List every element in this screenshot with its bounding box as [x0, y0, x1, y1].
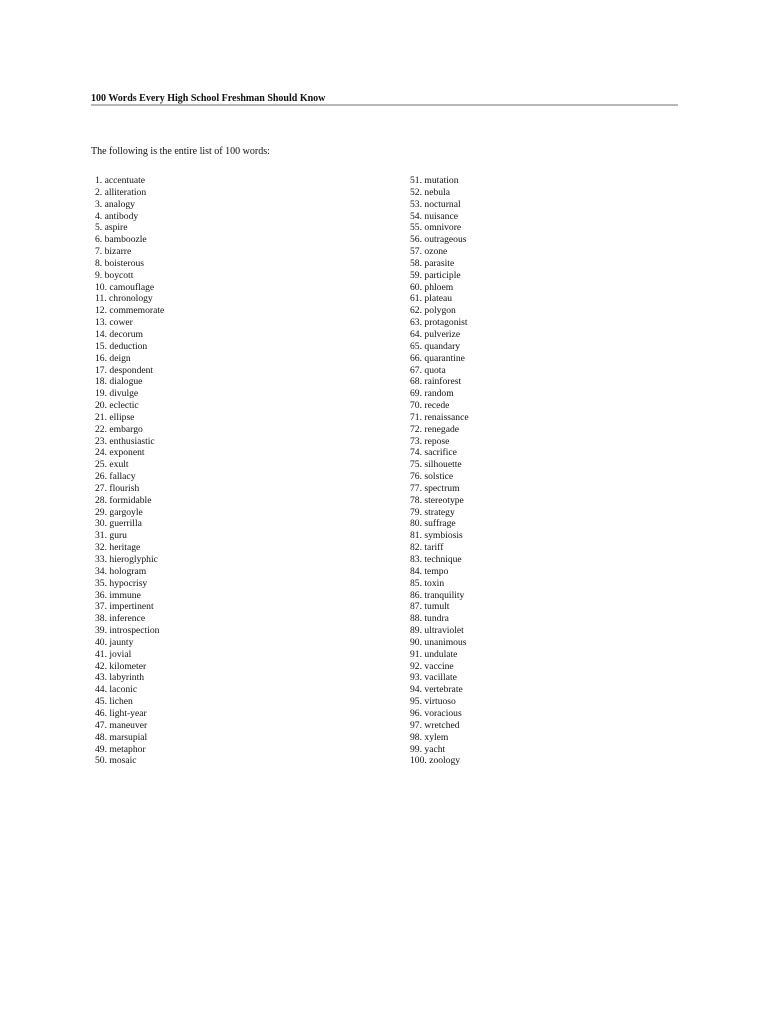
word-list-item: 57. ozone: [410, 246, 448, 258]
word-list-item: 76. solstice: [410, 471, 454, 483]
word-list-item: 18. dialogue: [95, 376, 143, 388]
word-list-item: 13. cower: [95, 317, 133, 329]
word-list-item: 29. gargoyle: [95, 506, 143, 518]
word-list-item: 6. bamboozle: [95, 234, 147, 246]
word-list-item: 46. light-year: [95, 707, 147, 719]
word-list-item: 3. analogy: [95, 198, 135, 210]
word-list-left: [95, 175, 164, 767]
word-list-item: 12. commemorate: [95, 305, 165, 317]
word-list-item: 14. decorum: [95, 328, 143, 340]
word-list-item: 53. nocturnal: [410, 198, 461, 210]
word-list-item: 61. plateau: [410, 293, 453, 305]
word-list-item: 48. marsupial: [95, 731, 148, 743]
word-list-item: 11. chronology: [95, 293, 153, 305]
word-list-item: 91. undulate: [410, 648, 458, 660]
word-list-item: 72. renegade: [410, 423, 460, 435]
word-list-item: 98. xylem: [410, 731, 449, 743]
word-list-item: 19. divulge: [95, 388, 139, 400]
word-list-item: 9. boycott: [95, 269, 134, 281]
word-list-item: 56. outrageous: [410, 234, 467, 246]
word-list-item: 90. unanimous: [410, 636, 467, 648]
word-list-item: 16. deign: [95, 352, 131, 364]
word-list-item: 32. heritage: [95, 542, 141, 554]
word-list-item: 7. bizarre: [95, 246, 132, 258]
word-list-item: 69. random: [410, 388, 454, 400]
word-list-item: 10. camouflage: [95, 281, 155, 293]
word-list-item: 37. impertinent: [95, 601, 154, 613]
word-list-item: 5. aspire: [95, 222, 128, 234]
word-list-item: 2. alliteration: [95, 186, 147, 198]
title-divider: [91, 104, 678, 106]
word-list-item: 30. guerrilla: [95, 518, 142, 530]
word-list-item: 68. rainforest: [410, 376, 462, 388]
word-list-item: 39. introspection: [95, 625, 160, 637]
intro-text: The following is the entire list of 100 words:: [91, 146, 270, 157]
word-list-item: 96. voracious: [410, 707, 462, 719]
word-list-item: 80. suffrage: [410, 518, 456, 530]
word-list-item: 33. hieroglyphic: [95, 554, 158, 565]
word-list-item: 77. spectrum: [410, 482, 460, 494]
word-list-item: 59. participle: [410, 269, 461, 281]
word-list-item: 86. tranquility: [410, 589, 465, 601]
word-list-item: 82. tariff: [410, 542, 444, 554]
word-list-item: 49. metaphor: [95, 743, 146, 755]
word-list-item: 74. sacrifice: [410, 447, 457, 459]
word-list-item: 42. kilometer: [95, 660, 147, 672]
word-list-item: 23. enthusiastic: [95, 435, 155, 447]
word-list-item: 47. maneuver: [95, 719, 148, 731]
word-list-item: 94. vertebrate: [410, 684, 463, 696]
word-list-item: 44. laconic: [95, 684, 138, 696]
word-list-item: 27. flourish: [95, 482, 140, 494]
word-list-item: 22. embargo: [95, 423, 143, 435]
word-list-item: 83. technique: [410, 554, 462, 565]
word-list-item: 62. polygon: [410, 305, 456, 317]
word-list-item: 99. yacht: [410, 743, 446, 755]
word-list-item: 54. nuisance: [410, 210, 458, 222]
word-list-item: 4. antibody: [95, 210, 139, 222]
word-list-item: 70. recede: [410, 400, 450, 412]
word-list-item: 89. ultraviolet: [410, 625, 464, 637]
word-list-item: 60. phloem: [410, 281, 454, 293]
word-list-item: 35. hypocrisy: [95, 577, 148, 589]
word-list-item: 88. tundra: [410, 613, 449, 625]
word-list-item: 40. jaunty: [95, 636, 134, 648]
word-list-item: 79. strategy: [410, 506, 455, 518]
word-list-item: 65. quandary: [410, 340, 461, 352]
word-list-item: 93. vacillate: [410, 672, 457, 684]
word-list-item: 75. silhouette: [410, 459, 462, 471]
word-list-item: 51. mutation: [410, 175, 459, 186]
word-list-item: 45. lichen: [95, 696, 133, 708]
word-list-item: 1. accentuate: [95, 175, 146, 186]
word-list-item: 26. fallacy: [95, 471, 136, 483]
word-list-item: 92. vaccine: [410, 660, 454, 672]
word-list-item: 20. eclectic: [95, 400, 139, 412]
word-list-item: 34. hologram: [95, 565, 147, 577]
document-title: 100 Words Every High School Freshman Should Know: [91, 93, 326, 104]
word-list-item: 71. renaissance: [410, 411, 469, 423]
word-list-item: 43. labyrinth: [95, 672, 145, 684]
word-list-item: 24. exponent: [95, 447, 145, 459]
word-list-item: 73. repose: [410, 435, 450, 447]
word-list-item: 64. pulverize: [410, 328, 461, 340]
word-list-item: 84. tempo: [410, 565, 449, 577]
word-list-item: 52. nebula: [410, 186, 450, 198]
word-list-item: 100. zoology: [410, 755, 461, 767]
word-list-item: 15. deduction: [95, 340, 148, 352]
word-list-item: 95. virtuoso: [410, 696, 456, 708]
word-list-item: 85. toxin: [410, 577, 445, 589]
word-list-item: 21. ellipse: [95, 411, 135, 423]
word-list-item: 50. mosaic: [95, 755, 137, 767]
word-list-item: 55. omnivore: [410, 222, 462, 234]
word-list-item: 17. despondent: [95, 364, 154, 376]
word-list-item: 58. parasite: [410, 257, 455, 269]
word-list-item: 63. protagonist: [410, 317, 468, 329]
word-list-item: 36. immune: [95, 589, 141, 601]
word-list-item: 41. jovial: [95, 648, 132, 660]
word-list-item: 25. exult: [95, 459, 129, 471]
word-list-right: [410, 175, 469, 767]
word-list-item: 67. quota: [410, 364, 446, 376]
word-list-item: 87. tumult: [410, 601, 450, 613]
word-list-item: 66. quarantine: [410, 352, 465, 364]
word-list-item: 78. stereotype: [410, 494, 464, 506]
word-list-item: 28. formidable: [95, 494, 152, 506]
word-list-item: 97. wretched: [410, 719, 460, 731]
word-list-item: 38. inference: [95, 613, 146, 625]
word-list-item: 8. boisterous: [95, 257, 145, 269]
word-list-item: 81. symbiosis: [410, 530, 463, 542]
word-list-item: 31. guru: [95, 530, 127, 542]
